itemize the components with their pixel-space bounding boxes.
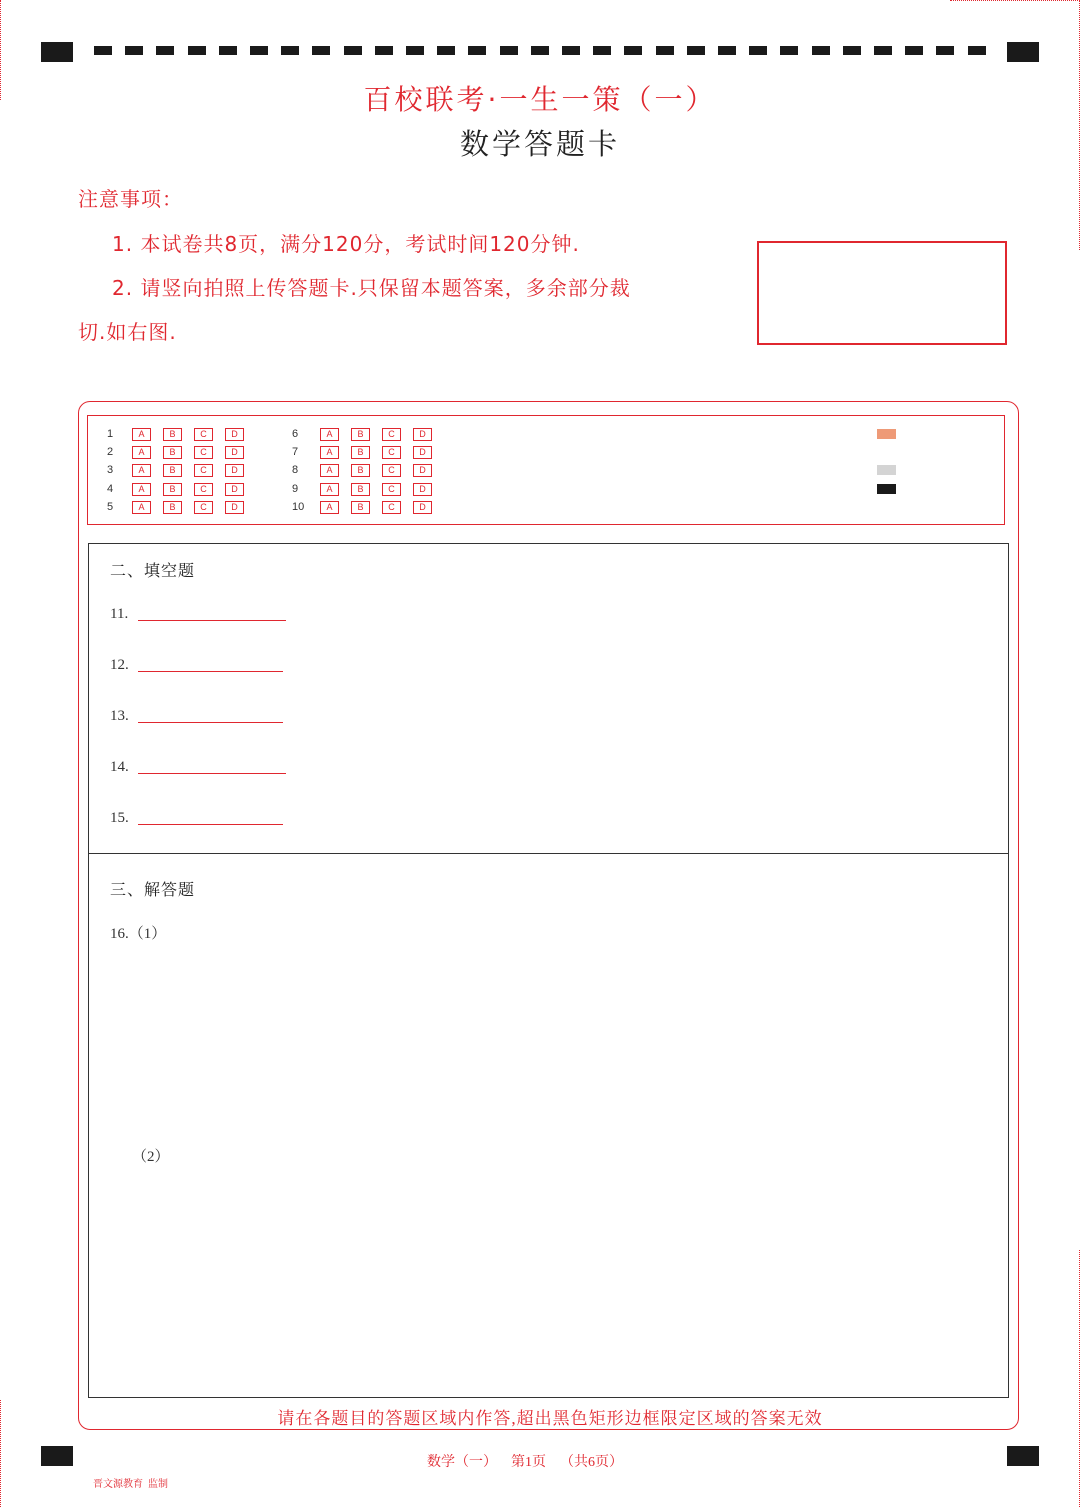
timing-dash	[125, 46, 143, 55]
solve-section-box[interactable]	[88, 853, 1009, 1398]
mcq-question-number: 4	[107, 483, 114, 495]
mcq-option-b[interactable]: B	[163, 483, 182, 496]
timing-dash	[936, 46, 954, 55]
crop-example-frame	[757, 241, 1007, 345]
mcq-option-b[interactable]: B	[351, 501, 370, 514]
calibration-swatch	[877, 429, 896, 439]
fill-label-15: 15.	[110, 810, 129, 826]
mcq-option-a[interactable]: A	[132, 483, 151, 496]
timing-dash	[468, 46, 486, 55]
top-dotted-edge	[950, 0, 1080, 1]
mcq-option-a[interactable]: A	[132, 464, 151, 477]
fill-answer-line-13[interactable]	[138, 722, 283, 723]
mcq-option-c[interactable]: C	[194, 464, 213, 477]
timing-dash	[250, 46, 268, 55]
mcq-option-c[interactable]: C	[382, 428, 401, 441]
mcq-question-number: 9	[292, 483, 299, 495]
mcq-option-b[interactable]: B	[163, 464, 182, 477]
timing-dash	[905, 46, 923, 55]
mcq-question-number: 7	[292, 446, 299, 458]
mcq-option-c[interactable]: C	[382, 501, 401, 514]
mcq-option-d[interactable]: D	[225, 501, 244, 514]
timing-dash	[156, 46, 174, 55]
mcq-option-a[interactable]: A	[320, 464, 339, 477]
calibration-swatch	[877, 465, 896, 475]
mcq-option-b[interactable]: B	[351, 428, 370, 441]
card-subtitle: 数学答题卡	[459, 127, 620, 161]
timing-dash	[500, 46, 518, 55]
mcq-option-d[interactable]: D	[225, 483, 244, 496]
calibration-swatch	[877, 484, 896, 494]
mcq-option-c[interactable]: C	[194, 428, 213, 441]
mcq-option-d[interactable]: D	[413, 483, 432, 496]
fill-label-13: 13.	[110, 708, 129, 724]
timing-dash	[94, 46, 112, 55]
timing-dash	[624, 46, 642, 55]
mcq-option-d[interactable]: D	[413, 501, 432, 514]
mcq-option-a[interactable]: A	[320, 446, 339, 459]
mcq-option-c[interactable]: C	[194, 446, 213, 459]
fill-label-11: 11.	[110, 606, 129, 622]
mcq-question-number: 5	[107, 501, 114, 513]
mcq-option-c[interactable]: C	[194, 483, 213, 496]
fill-section-title: 二、填空题	[110, 561, 196, 580]
corner-marker-top-left	[41, 42, 73, 62]
fill-answer-line-14[interactable]	[138, 773, 286, 774]
mcq-option-a[interactable]: A	[132, 446, 151, 459]
notes-line-1: 1. 本试卷共8页，满分120分，考试时间120分钟.	[112, 232, 580, 256]
timing-dash	[749, 46, 767, 55]
timing-dash	[562, 46, 580, 55]
timing-dash	[874, 46, 892, 55]
bottom-left-dotted-edge	[0, 1400, 1, 1507]
answer-area-warning: 请在各题目的答题区域内作答,超出黑色矩形边框限定区域的答案无效	[277, 1409, 823, 1428]
timing-dash	[968, 46, 986, 55]
fill-section-box	[88, 543, 1009, 854]
mcq-option-a[interactable]: A	[320, 501, 339, 514]
timing-dash	[687, 46, 705, 55]
timing-dash	[531, 46, 549, 55]
mcq-option-d[interactable]: D	[413, 464, 432, 477]
mcq-question-number: 2	[107, 446, 114, 458]
mcq-option-a[interactable]: A	[320, 428, 339, 441]
mcq-option-b[interactable]: B	[163, 428, 182, 441]
mcq-question-number: 8	[292, 464, 299, 476]
timing-dash	[437, 46, 455, 55]
supervisor-label: 晋文源教育 监制	[93, 1479, 168, 1490]
mcq-option-a[interactable]: A	[132, 428, 151, 441]
timing-dash	[656, 46, 674, 55]
mcq-option-b[interactable]: B	[163, 501, 182, 514]
mcq-option-b[interactable]: B	[351, 483, 370, 496]
q16-part2-label: （2）	[132, 1149, 170, 1165]
timing-dash	[406, 46, 424, 55]
mcq-option-c[interactable]: C	[382, 483, 401, 496]
mcq-question-number: 1	[107, 428, 114, 440]
mcq-option-c[interactable]: C	[382, 446, 401, 459]
solve-section-title: 三、解答题	[110, 880, 196, 899]
mcq-option-a[interactable]: A	[132, 501, 151, 514]
fill-answer-line-11[interactable]	[138, 620, 286, 621]
timing-dash	[281, 46, 299, 55]
page-info: 数学（一） 第1页 （共6页）	[427, 1455, 623, 1470]
timing-dash	[718, 46, 736, 55]
timing-dash	[375, 46, 393, 55]
mcq-option-d[interactable]: D	[225, 428, 244, 441]
mcq-option-b[interactable]: B	[163, 446, 182, 459]
timing-dash	[843, 46, 861, 55]
fill-answer-line-12[interactable]	[138, 671, 283, 672]
mcq-option-c[interactable]: C	[382, 464, 401, 477]
mcq-question-number: 6	[292, 428, 299, 440]
fill-answer-line-15[interactable]	[138, 824, 283, 825]
mcq-option-d[interactable]: D	[413, 428, 432, 441]
mcq-option-b[interactable]: B	[351, 446, 370, 459]
mcq-question-number: 3	[107, 464, 114, 476]
timing-dash	[344, 46, 362, 55]
mcq-option-c[interactable]: C	[194, 501, 213, 514]
fill-label-12: 12.	[110, 657, 129, 673]
notes-line-2: 2. 请竖向拍照上传答题卡.只保留本题答案，多余部分裁	[112, 276, 631, 300]
corner-marker-top-right	[1007, 42, 1039, 62]
timing-dash	[312, 46, 330, 55]
mcq-option-d[interactable]: D	[225, 446, 244, 459]
mcq-question-number: 10	[292, 501, 305, 513]
timing-dash	[593, 46, 611, 55]
mcq-option-a[interactable]: A	[320, 483, 339, 496]
card-title: 百校联考·一生一策（一）	[363, 83, 717, 116]
q16-part1-label: 16.（1）	[110, 926, 167, 942]
timing-dash	[188, 46, 206, 55]
mcq-option-d[interactable]: D	[225, 464, 244, 477]
mcq-option-b[interactable]: B	[351, 464, 370, 477]
notes-heading: 注意事项：	[78, 187, 183, 211]
timing-dash	[219, 46, 237, 55]
timing-dash	[780, 46, 798, 55]
notes-line-3: 切.如右图.	[78, 320, 177, 344]
timing-dash	[812, 46, 830, 55]
mcq-option-d[interactable]: D	[413, 446, 432, 459]
fill-label-14: 14.	[110, 759, 129, 775]
